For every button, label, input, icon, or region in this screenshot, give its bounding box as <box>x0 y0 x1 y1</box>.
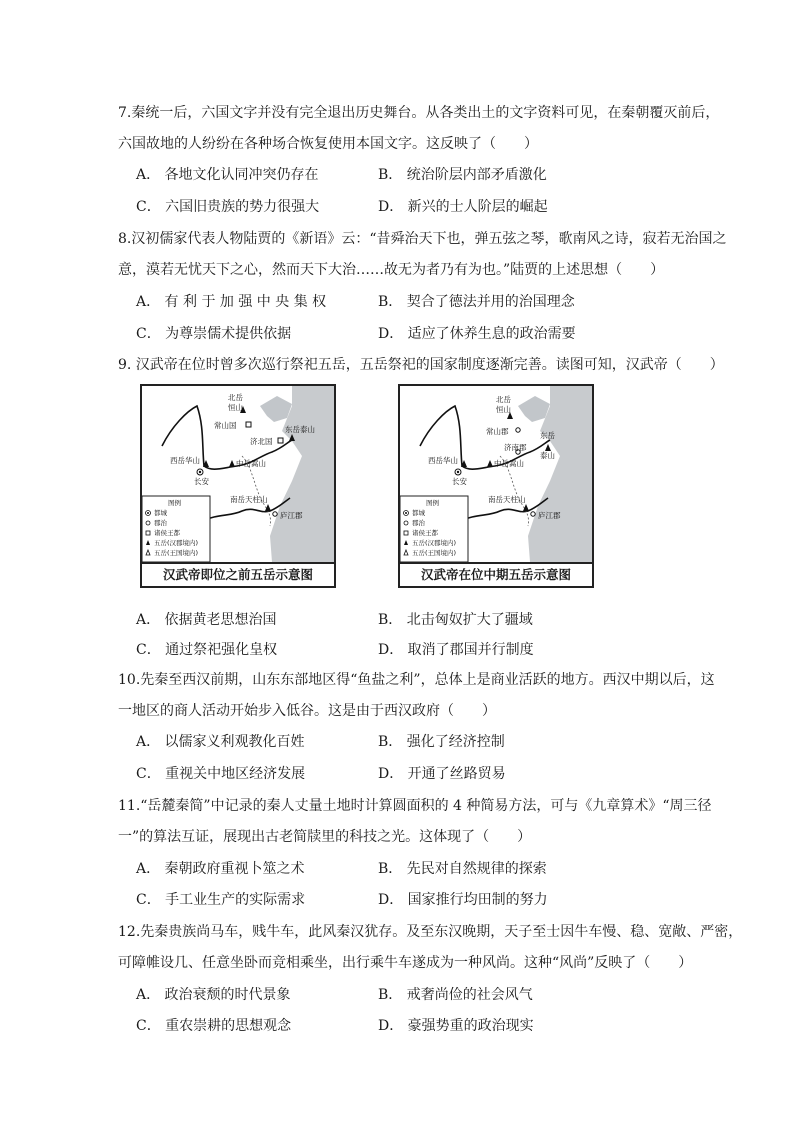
q10-option-c[interactable]: C． 重视关中地区经济发展 <box>136 766 306 782</box>
q9-option-a[interactable]: A． 依据黄老思想治国 <box>136 612 277 628</box>
q7-option-b[interactable]: B． 统治阶层内部矛盾激化 <box>378 167 547 183</box>
right-north-label: 北岳 <box>496 395 511 404</box>
left-north-label: 北岳 <box>228 393 243 402</box>
q12-stem-line2: 可障帷设几、任意坐卧而竞相乘坐，出行乘牛车遂成为一种风尚。这种“风尚”反映了（ ） <box>118 955 693 971</box>
q9-stem: 9. 汉武帝在位时曾多次巡行祭祀五岳，五岳祭祀的国家制度逐渐完善。读图可知，汉武帝（ ） <box>118 357 724 373</box>
right-lujiang-label: 庐江郡 <box>538 511 561 520</box>
left-legend-kingdom: 诸侯王都 <box>154 529 180 537</box>
map-before-accession <box>140 384 336 588</box>
right-jinan-label: 济南郡 <box>504 443 527 452</box>
map-before-svg <box>142 386 334 562</box>
right-map-title: 汉武帝在位中期五岳示意图 <box>400 562 592 586</box>
q8-option-c[interactable]: C． 为尊崇儒术提供依据 <box>136 326 292 342</box>
q11-stem-line2: 一”的算法互证，展现出古老简牍里的科技之光。这体现了（ ） <box>118 829 532 845</box>
map-mid-reign <box>398 384 594 588</box>
q11-stem-line1: 11.“岳麓秦简”中记录的秦人丈量土地时计算圆面积的 4 种简易方法，可与《九章算术》“周三径 <box>118 798 712 814</box>
q12-option-d[interactable]: D． 豪强势重的政治现实 <box>378 1018 534 1034</box>
left-lujiang-label: 庐江郡 <box>280 511 303 520</box>
q7-stem-line1: 7.秦统一后，六国文字并没有完全退出历史舞台。从各类出土的文字资料可见，在秦朝覆灭前后， <box>118 105 720 121</box>
left-changshan-label: 常山国 <box>214 421 237 430</box>
left-changan-label: 长安 <box>194 477 209 486</box>
q7-option-c[interactable]: C． 六国旧贵族的势力很强大 <box>136 199 320 215</box>
q8-option-d[interactable]: D． 适应了休养生息的政治需要 <box>378 326 576 342</box>
right-central-label: 中岳嵩山 <box>494 459 524 468</box>
left-legend-peak-han: 五岳(汉郡境内) <box>154 539 199 547</box>
left-central-label: 中岳嵩山 <box>236 459 266 468</box>
right-south-label: 南岳天柱山 <box>488 495 526 504</box>
q8-option-b[interactable]: B． 契合了德法并用的治国理念 <box>378 294 575 310</box>
left-legend-title: 图例 <box>168 499 181 507</box>
q12-option-b[interactable]: B． 戒奢尚俭的社会风气 <box>378 987 533 1003</box>
q10-option-d[interactable]: D． 开通了丝路贸易 <box>378 766 506 782</box>
q9-maps <box>140 384 620 589</box>
q8-stem-line1: 8.汉初儒家代表人物陆贾的《新语》云：“昔舜治天下也，弹五弦之琴，歌南风之诗，寂若无治国之 <box>118 231 727 247</box>
q9-option-d[interactable]: D． 取消了郡国并行制度 <box>378 642 534 658</box>
right-north2-label: 恒山 <box>496 405 511 414</box>
q12-stem-line1: 12.先秦贵族尚马车，贱牛车，此风秦汉犹存。及至东汉晚期，天子至士因牛车慢、稳、宽敞、严密， <box>118 924 743 940</box>
q7-option-d[interactable]: D． 新兴的士人阶层的崛起 <box>378 199 548 215</box>
left-legend-capital: 都城 <box>154 509 167 517</box>
right-legend-capital: 都城 <box>412 509 425 517</box>
left-legend-commandery: 郡治 <box>154 519 167 527</box>
q7-option-a[interactable]: A． 各地文化认同冲突仍存在 <box>136 167 319 183</box>
right-west-label: 西岳华山 <box>428 456 458 465</box>
left-east-label: 东岳泰山 <box>285 425 315 434</box>
q12-option-c[interactable]: C． 重农崇耕的思想观念 <box>136 1018 292 1034</box>
left-west-label: 西岳华山 <box>170 456 200 465</box>
right-legend-peak-han: 五岳(汉郡境内) <box>412 539 457 547</box>
q9-option-c[interactable]: C． 通过祭祀强化皇权 <box>136 642 278 658</box>
q10-option-a[interactable]: A． 以儒家义利观教化百姓 <box>136 734 305 750</box>
q7-stem-line2: 六国故地的人纷纷在各种场合恢复使用本国文字。这反映了（ ） <box>118 136 538 152</box>
q11-option-d[interactable]: D． 国家推行均田制的努力 <box>378 892 548 908</box>
right-east-label: 东岳 <box>540 431 555 440</box>
right-legend-peak-king: 五岳(王国境内) <box>412 549 457 557</box>
left-map-title: 汉武帝即位之前五岳示意图 <box>142 562 334 586</box>
q8-option-a[interactable]: A． 有 利 于 加 强 中 央 集 权 <box>136 294 327 310</box>
q10-stem-line2: 一地区的商人活动开始步入低谷。这是由于西汉政府（ ） <box>118 703 496 719</box>
q11-option-b[interactable]: B． 先民对自然规律的探索 <box>378 861 547 877</box>
q9-option-b[interactable]: B． 北击匈奴扩大了疆域 <box>378 612 533 628</box>
q10-stem-line1: 10.先秦至西汉前期，山东东部地区得“鱼盐之利”，总体上是商业活跃的地方。西汉中期以后，这 <box>118 672 715 688</box>
q11-option-c[interactable]: C． 手工业生产的实际需求 <box>136 892 306 908</box>
right-changan-label: 长安 <box>452 477 467 486</box>
right-changshan-label: 常山郡 <box>486 427 509 436</box>
q12-option-a[interactable]: A． 政治衰颓的时代景象 <box>136 987 291 1003</box>
left-north2-label: 恒山 <box>228 403 243 412</box>
q8-stem-line2: 意，漠若无忧天下之心，然而天下大治……故无为者乃有为也。”陆贾的上述思想（ ） <box>118 262 665 278</box>
q10-option-b[interactable]: B． 强化了经济控制 <box>378 734 505 750</box>
map-mid-svg <box>400 386 592 562</box>
right-legend-commandery: 郡治 <box>412 519 425 527</box>
q11-option-a[interactable]: A． 秦朝政府重视卜筮之术 <box>136 861 305 877</box>
left-jibei-label: 济北国 <box>250 437 273 446</box>
left-south-label: 南岳天柱山 <box>230 495 268 504</box>
left-legend-peak-king: 五岳(王国境内) <box>154 549 199 557</box>
right-legend-kingdom: 诸侯王都 <box>412 529 438 537</box>
right-east2-label: 泰山 <box>540 451 555 460</box>
right-legend-title: 图例 <box>426 499 439 507</box>
